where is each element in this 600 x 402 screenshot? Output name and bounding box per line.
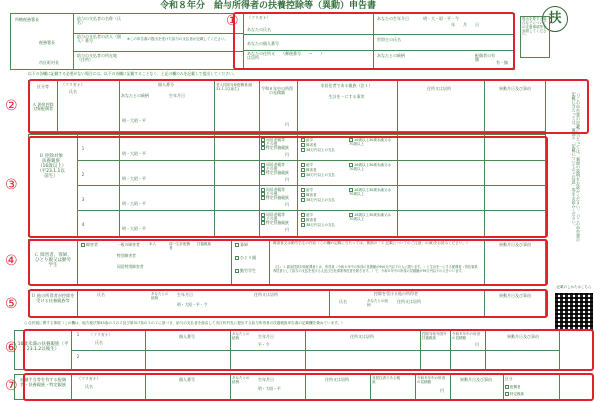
s6-income: 令和８年中の所得の見積額: [452, 332, 480, 340]
b-yen-4: 円: [285, 227, 289, 232]
a-birth: 生年月日: [169, 93, 185, 98]
c-haigusha: 同一生計配偶者: [169, 242, 190, 250]
s7-era: 明・大昭・平: [258, 386, 281, 391]
s7-kojin: 個人番号: [179, 377, 195, 382]
your-id-label: あなたの個人番号: [247, 41, 279, 46]
furigana-label: （フリガナ）: [247, 15, 271, 20]
d-other-addr: 住所又は居所: [397, 299, 421, 304]
a-old-spouse: 老人控除対象配偶者(昭31.1.1以前生): [216, 83, 253, 91]
badge-4: ④: [5, 253, 18, 269]
s6-birth: 生年月日: [258, 334, 274, 339]
kubun-header: 区分等: [37, 84, 49, 89]
a-same-life: 生計を一にする事実: [328, 94, 365, 99]
a-furigana: （フリガナ）: [61, 82, 85, 87]
s6-furigana: （フリガナ）: [89, 332, 113, 337]
b-era-1: 明・大昭・平: [122, 151, 146, 156]
birth-label: あなたの生年月日: [377, 16, 409, 21]
b-nonres-1: 留学 障害者 38万円以上の支払: [301, 138, 335, 153]
s6-name: 氏名: [95, 340, 103, 345]
s7-income: 令和８年中の所得の見積額: [417, 376, 445, 384]
b-row-3-num: 3: [81, 197, 85, 202]
d-addr: 住所又は居所: [254, 292, 278, 297]
d-era: 明・大昭・平・令: [177, 302, 208, 307]
c-ippan: 一般の障害者: [117, 242, 140, 247]
badge-6: ⑥: [5, 340, 18, 356]
s7-furigana: （フリガナ）: [77, 376, 101, 381]
section-6-label: 16歳未満の扶養親族（平23.1.2以後生）: [17, 342, 69, 352]
b-nonres-3: 留学 障害者 38万円以上の支払: [301, 188, 335, 203]
a-income: 令和８年中の所得の見積額: [261, 86, 293, 96]
c-fuyo: 扶養親族: [197, 242, 211, 246]
badge-2: ②: [5, 98, 18, 114]
b-nonres-2: 留学 障害者 38万円以上の支払: [301, 163, 335, 178]
highlight-box-5: [28, 289, 548, 318]
section-c-label: Ｃ 障害者、寡婦、ひとり親又は勤労学生: [34, 253, 72, 268]
juminzei-title: ○ 住民税に関する事項（この欄は、地方税法第45条の３の２及び第317条の３の２に基づき、給与の支払者を経由して市区町村長に提出する給与所得者の扶養親族申告書の記載欄を兼ねています。）: [24, 321, 345, 325]
s6-row-2: 2: [76, 354, 80, 359]
s7-addr: 住所又は居所: [325, 377, 349, 382]
s7-change: 異動月日及び事由: [460, 377, 492, 382]
section-b-label: Ｂ 控除対象扶養親族（16歳以上）（平23.1.1以前生）: [37, 154, 65, 179]
b-yen-2: 円: [285, 177, 289, 182]
badge-3: ③: [5, 177, 18, 193]
payer-corp-label: 給与の支払者の法人（個人）番号: [77, 34, 121, 44]
badge-7: ⑦: [5, 378, 18, 394]
b-chk-4: 同居老親等 その他 特定扶養親族: [261, 213, 289, 226]
b-yen-3: 円: [285, 202, 289, 207]
section-7-label: 退職手当等を有する配偶者・扶養親族・特定親族: [19, 377, 67, 387]
householder-label: 世帯主の氏名: [377, 37, 401, 42]
badge-1: ①: [226, 13, 239, 29]
s7-haigu: 配偶者: [505, 385, 521, 390]
badge-5: ⑤: [5, 296, 18, 312]
highlight-box-4: [28, 239, 548, 286]
fu-badge: 扶: [542, 6, 568, 32]
b-row-2-num: 2: [81, 172, 85, 177]
spouse-label: 配偶者の有無: [475, 53, 495, 63]
d-other-name: 氏名: [339, 299, 347, 304]
b-kyoju-3: 16歳以上30歳未満又は70歳以上: [349, 188, 391, 196]
highlight-box-3: [28, 136, 548, 238]
side-note: 提出を要する場合などについての注意事項等を参照してください。: [520, 16, 550, 58]
s7-yen: 円: [440, 388, 444, 393]
d-relation: あなたとの続柄: [151, 292, 169, 300]
c-hitorioya: ひとり親: [235, 256, 256, 260]
c-tokubetsu: 特別障害者: [117, 253, 136, 258]
a-era: 明・大昭・平: [122, 118, 146, 123]
city-label: 市区町村長: [39, 60, 59, 65]
s6-relation: あなたとの続柄: [232, 332, 250, 340]
a-nonres: 非居住者である親族（注１）: [320, 83, 373, 88]
b-row-4-num: 4: [81, 222, 85, 227]
instruction-text: 以下の各欄に記載する必要がない場合には、以下の各欄に記載することなく、上記の欄のみを記載して提出してください。: [28, 71, 237, 76]
highlight-box-6: [23, 329, 594, 371]
b-chk-1: 同居老親等 その他 特定扶養親族: [261, 138, 289, 151]
s6-addr: 住所又は居所: [350, 334, 374, 339]
c-shogai: 障害者: [81, 243, 98, 247]
d-birth: 生年月日: [177, 292, 193, 297]
c-kinro: 勤労学生: [235, 269, 256, 273]
a-relation: あなたとの続柄: [121, 93, 149, 98]
qr-caption: 記載のしかたはこちら: [556, 285, 592, 289]
s6-kokugai: 控除対象外国外扶養親族: [422, 332, 447, 340]
s7-nonres: 非居住者である親族: [372, 376, 400, 384]
b-nonres-4: 留学 障害者 38万円以上の支払: [301, 213, 335, 228]
s7-relation: あなたとの続柄: [232, 376, 250, 384]
a-change: 異動月日及び事由: [499, 86, 531, 91]
form-title: 令和８年分 給与所得者の扶養控除等（異動）申告書: [160, 1, 377, 11]
spouse-yesno: 有・無: [496, 60, 508, 65]
b-row-1-num: 1: [81, 146, 85, 151]
b-kyoju-1: 16歳以上30歳未満又は70歳以上: [349, 138, 391, 146]
payer-addr-label: 給与の支払者の所在地（住所）: [77, 53, 117, 63]
d-other: 控除を受ける他の所得者: [374, 291, 418, 296]
s6-era: 平・令: [258, 342, 270, 347]
qr-code[interactable]: [555, 293, 593, 331]
b-kyoju-4: 16歳以上30歳未満又は70歳以上: [349, 213, 391, 221]
a-yen: 円: [285, 122, 289, 127]
c-note: （注）１ 源泉控除対象配偶者とは、所得者（令和８年中の所得の見積額が900万円以下の人に限ります。）と生計を一にする配偶者（青色事業専従者として給与の支払を受ける人及び白色事業専従者を除きます。）で、令和８年中の所得の見積額が95万円以下の人をいいます。: [273, 265, 478, 273]
right-note: ○この申告書の記載に当たっては、裏面の説明をお読みください。○この申告書の記載に当たっては、裏面の「記載についてのご注意」等をお読みください。: [571, 92, 581, 242]
era-label: 明・大・昭・平・令: [423, 16, 459, 21]
s7-kubun: 区分: [505, 376, 513, 381]
postal-label: （郵便番号 − ）: [281, 51, 325, 56]
d-name: 氏名: [97, 292, 105, 297]
highlight-box-7: [23, 373, 594, 401]
c-change: 異動月日及び事由: [499, 242, 531, 247]
a-addr: 住所又は居所: [427, 86, 451, 91]
s6-change: 異動月日及び事由: [507, 334, 539, 339]
b-chk-3: 同居老親等 その他 特定扶養親族: [261, 188, 289, 201]
b-kyoju-2: 16歳以上30歳未満又は70歳以上: [349, 163, 391, 171]
tax-office-label-2: 税務署長: [39, 40, 55, 45]
s6-kojin: 個人番号: [179, 334, 195, 339]
a-kojin: 個人番号: [158, 82, 174, 87]
tax-office-label: 所轄税務署長: [15, 17, 39, 22]
your-addr-label: あなたの住所又は居所: [247, 51, 275, 61]
your-name-label: あなたの氏名: [247, 27, 271, 32]
s7-tokutei: 特定親族: [505, 392, 524, 397]
s7-name: 氏名: [85, 384, 93, 389]
b-era-2: 明・大昭・平: [122, 176, 146, 181]
c-doukyo: 同居特別障害者: [117, 264, 144, 269]
highlight-box-2: [28, 79, 589, 134]
relation-label: あなたとの続柄: [377, 53, 405, 58]
d-change: 異動月日及び事由: [499, 293, 531, 298]
c-desc: 障害者又は勤労学生の内容（この欄の記載に当たっては、裏面の「２ 記載についてのご注意」の(8)をお読みください。）: [273, 241, 470, 245]
c-kafu: 寡婦: [235, 243, 248, 247]
section-a-label: Ａ 源泉控除対象配偶者: [32, 102, 54, 112]
payer-name-label: 給与の支払者の名称（氏名）: [77, 16, 121, 26]
payer-hint: ※この申告書の提出を受けた給与の支払者が記載してください。: [127, 37, 228, 41]
s7-birth: 生年月日: [258, 377, 274, 382]
b-yen-1: 円: [285, 152, 289, 157]
a-name: 氏名: [69, 89, 77, 94]
highlight-box-1: [233, 12, 515, 70]
b-era-4: 明・大昭・平: [122, 226, 146, 231]
c-honnin: 本人: [149, 242, 156, 246]
ymd-label: 年 月 日: [451, 22, 479, 27]
b-chk-2: 同居老親等 その他 特定扶養親族: [261, 163, 289, 176]
s6-yen: 円: [475, 342, 479, 347]
section-d-label: Ｄ 他の所得者が控除を受ける扶養親族等: [31, 293, 75, 303]
d-other-rel: あなたとの続柄: [367, 299, 388, 307]
s6-row-1: 1: [76, 332, 80, 337]
b-era-3: 明・大昭・平: [122, 201, 146, 206]
